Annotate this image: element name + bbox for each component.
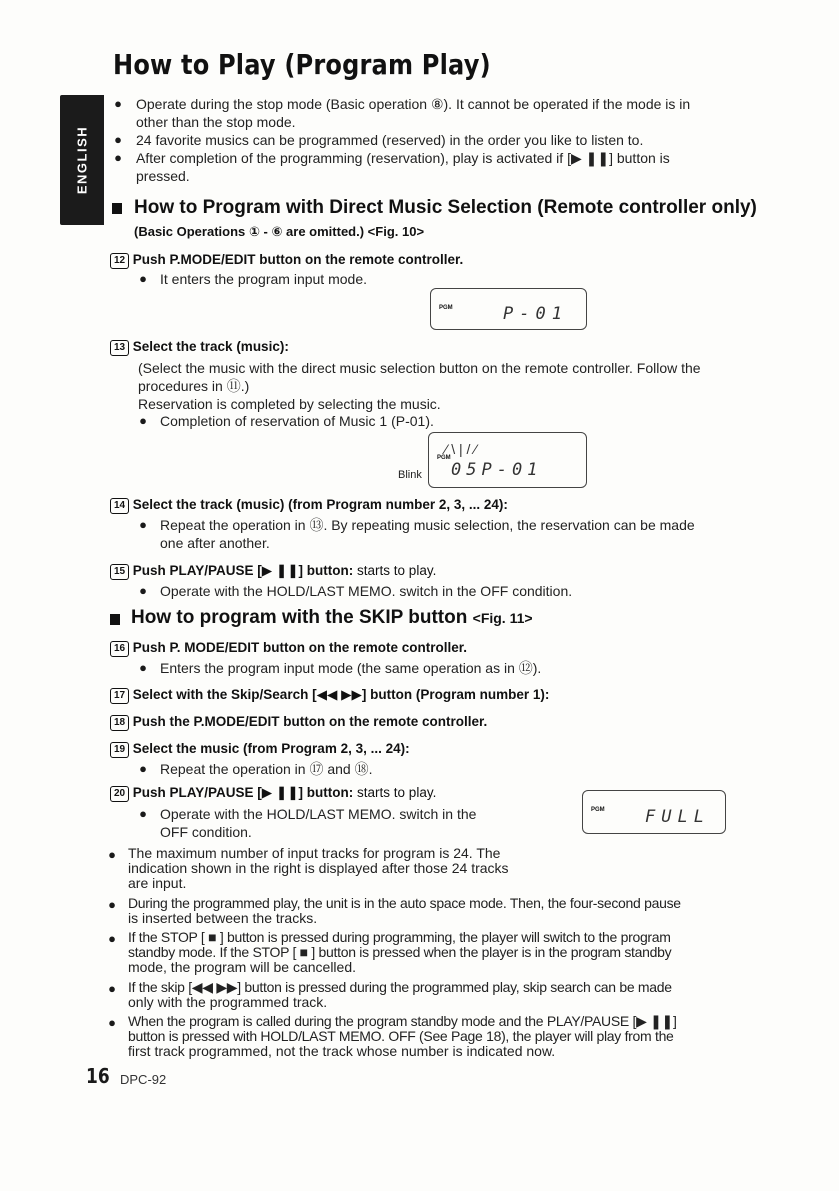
blink-label: Blink	[398, 469, 422, 481]
intro-line: Operate during the stop mode (Basic operation ⑧). It cannot be operated if the mode is in	[136, 96, 691, 112]
step-label-tail: starts to play.	[357, 563, 437, 578]
model-name: DPC-92	[120, 1072, 167, 1087]
section-subheading: (Basic Operations ① - ⑥ are omitted.) <Fig. 10>	[134, 224, 425, 239]
step-bullet: OFF condition.	[160, 824, 252, 840]
note-line: is inserted between the tracks.	[128, 910, 318, 926]
bullet-icon: ●	[139, 583, 147, 598]
note-line: are input.	[128, 875, 187, 891]
lcd-text: FULL	[645, 807, 710, 827]
bullet-icon: ●	[108, 897, 116, 912]
page-number: 16	[86, 1064, 110, 1088]
step-20	[110, 785, 436, 802]
step-15	[110, 563, 436, 580]
intro-line: After completion of the programming (reservation), play is activated if [▶ ❚❚] button is	[136, 150, 670, 166]
bullet-icon: ●	[139, 413, 147, 428]
step-bullet: Completion of reservation of Music 1 (P-01).	[160, 413, 434, 429]
step-number: 20	[110, 786, 129, 802]
lcd-text: 05P-01	[451, 460, 543, 480]
step-number: 15	[110, 564, 129, 580]
step-number: 19	[110, 742, 129, 758]
bullet-icon: ●	[139, 761, 147, 776]
bullet-icon: ●	[139, 517, 147, 532]
step-label: Select with the Skip/Search [◀◀ ▶▶] button (Program number 1):	[132, 687, 550, 702]
pgm-indicator: PGM	[591, 807, 605, 813]
step-number: 16	[110, 641, 129, 657]
section-heading-skip	[131, 607, 533, 629]
step-bullet: one after another.	[160, 535, 270, 551]
lcd-display-p01	[430, 288, 587, 330]
step-label: Push P.MODE/EDIT button on the remote controller.	[132, 252, 464, 267]
step-number: 14	[110, 498, 129, 514]
step-number: 18	[110, 715, 129, 731]
step-label: Push P. MODE/EDIT button on the remote controller.	[132, 640, 468, 655]
step-label: Select the track (music) (from Program number 2, 3, ... 24):	[132, 497, 508, 512]
intro-line: 24 favorite musics can be programmed (reserved) in the order you like to listen to.	[136, 132, 644, 148]
bullet-icon: ●	[114, 150, 122, 165]
intro-line: other than the stop mode.	[136, 114, 296, 130]
note-line: If the STOP [ ■ ] button is pressed during programming, the player will switch to the program	[128, 929, 671, 945]
note-line: mode, the program will be cancelled.	[128, 959, 357, 975]
step-bullet: Enters the program input mode (the same operation as in ⑫).	[160, 660, 542, 676]
bullet-icon: ●	[139, 271, 147, 286]
note-line: When the program is called during the program standby mode and the PLAY/PAUSE [▶ ❚❚]	[128, 1013, 677, 1029]
step-bullet: Repeat the operation in ⑬. By repeating music selection, the reservation can be made	[160, 517, 695, 533]
step-12	[110, 252, 463, 269]
step-18	[110, 714, 487, 731]
pgm-indicator: PGM	[437, 455, 451, 461]
step-text: Reservation is completed by selecting the music.	[138, 396, 441, 412]
intro-line: pressed.	[136, 168, 190, 184]
step-17	[110, 687, 549, 704]
step-number: 13	[110, 340, 129, 356]
step-bullet: Operate with the HOLD/LAST MEMO. switch in the OFF condition.	[160, 583, 573, 599]
step-bullet: It enters the program input mode.	[160, 271, 367, 287]
section-heading-direct: How to Program with Direct Music Selection (Remote controller only)	[134, 197, 757, 218]
language-tab-label: ENGLISH	[74, 125, 90, 195]
blink-rays-icon: ⁄ \ | / ⁄	[445, 441, 477, 457]
bullet-icon: ●	[114, 132, 122, 147]
bullet-icon: ●	[139, 806, 147, 821]
note-line: button is pressed with HOLD/LAST MEMO. OFF (See Page 18), the player will play from the	[128, 1028, 674, 1044]
note-line: During the programmed play, the unit is in the auto space mode. Then, the four-second pause	[128, 895, 681, 911]
step-text: (Select the music with the direct music selection button on the remote controller. Follow the	[138, 360, 701, 376]
bullet-icon: ●	[108, 1015, 116, 1030]
section-square-icon	[110, 614, 120, 625]
bullet-icon: ●	[139, 660, 147, 675]
bullet-icon: ●	[108, 847, 116, 862]
step-bullet: Repeat the operation in ⑰ and ⑱.	[160, 761, 373, 777]
step-label: Select the music (from Program 2, 3, ... 24):	[132, 741, 410, 756]
step-label: Push PLAY/PAUSE [▶ ❚❚] button:	[132, 563, 354, 578]
step-19	[110, 741, 410, 758]
lcd-text: P-01	[503, 304, 568, 324]
note-line: If the skip [◀◀ ▶▶] button is pressed during the programmed play, skip search can be made	[128, 979, 672, 995]
step-label: Push the P.MODE/EDIT button on the remote controller.	[132, 714, 488, 729]
bullet-icon: ●	[114, 96, 122, 111]
pgm-indicator: PGM	[439, 305, 453, 311]
lcd-display-full	[582, 790, 726, 834]
step-label: Select the track (music):	[132, 339, 289, 354]
step-number: 12	[110, 253, 129, 269]
language-tab	[60, 95, 104, 225]
step-14	[110, 497, 508, 514]
section-square-icon	[112, 203, 122, 214]
step-13	[110, 339, 289, 356]
note-line: standby mode. If the STOP [ ■ ] button is pressed when the player is in the program standby	[128, 944, 672, 960]
step-16	[110, 640, 467, 657]
section-heading-text: How to program with the SKIP button	[131, 607, 468, 628]
step-label-tail: starts to play.	[357, 785, 437, 800]
note-line: first track programmed, not the track whose number is indicated now.	[128, 1043, 556, 1059]
step-bullet: Operate with the HOLD/LAST MEMO. switch in the	[160, 806, 477, 822]
note-line: The maximum number of input tracks for program is 24. The	[128, 845, 501, 861]
page-title: How to Play (Program Play)	[113, 48, 491, 81]
step-label: Push PLAY/PAUSE [▶ ❚❚] button:	[132, 785, 354, 800]
step-text: procedures in ⑪.)	[138, 378, 250, 394]
figure-ref: <Fig. 11>	[472, 610, 533, 626]
note-line: only with the programmed track.	[128, 994, 328, 1010]
note-line: indication shown in the right is displayed after those 24 tracks	[128, 860, 509, 876]
bullet-icon: ●	[108, 931, 116, 946]
step-number: 17	[110, 688, 129, 704]
lcd-display-blink	[428, 432, 587, 488]
bullet-icon: ●	[108, 981, 116, 996]
